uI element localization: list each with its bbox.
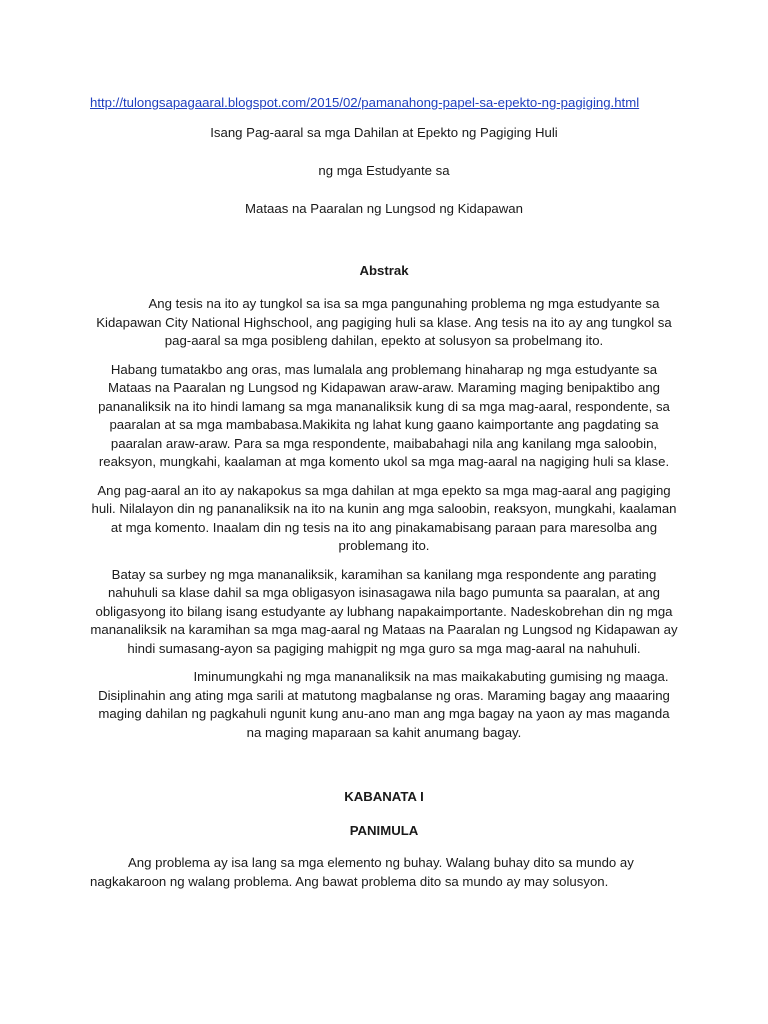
source-link-line — [90, 94, 678, 112]
title-line-1: Isang Pag-aaral sa mga Dahilan at Epekto ng Pagiging Huli — [210, 125, 558, 140]
abstract-paragraph-5: Iminumungkahi ng mga mananaliksik na mas maikakabuting gumising ng maaga. Disiplinahin ang ating mga sarili at matutong magbalanse ng oras. Maraming bagay ang maaaring maging dahilan ng pagkahuli ngunit kung anu-ano man ang mga bagay na yaon ay mas maganda na maging maparaan sa kahit anumang bagay. — [98, 669, 670, 740]
abstract-paragraph-4: Batay sa surbey ng mga mananaliksik, karamihan sa kanilang mga respondente ang parating nahuhuli sa klase dahil sa mga obligasyon isinasagawa nila bago pumunta sa paaralan, at ang obligasyong ito bilang isang estudyante ay lubhang napakaimportante. Nadeskobrehan din ng mga mananaliksik na karamihan sa mga mag-aaral ng Mataas na Paaralan ng Lungsod ng Kidapawan ay hindi sumasang-ayon sa pagiging mahigpit ng mga guro sa mga mag-aaral na nahuhuli. — [90, 566, 678, 656]
abstract-paragraph-1: Ang tesis na ito ay tungkol sa isa sa mga pangunahing problema ng mga estudyante sa Kidapawan City National Highschool, ang pagiging huli sa klase. Ang tesis na ito ay ang tungkol sa pag-aaral sa mga posibleng dahilan, epekto at solusyon sa probelmang ito. — [96, 296, 672, 348]
section-heading: PANIMULA — [349, 823, 419, 838]
source-url-link[interactable]: http://tulongsapagaaral.blogspot.com/2015/02/pamanahong-papel-sa-epekto-ng-pagiging.html — [90, 95, 640, 110]
intro-paragraph-text: Ang problema ay isa lang sa mga elemento ng buhay. Walang buhay dito sa mundo ay nagkakaroon ng walang problema. Ang bawat problema dito sa mundo ay may solusyon. — [90, 855, 634, 889]
abstract-paragraph-2: Habang tumatakbo ang oras, mas lumalala ang problemang hinaharap ng mga estudyante sa Mataas na Paaralan ng Lungsod ng Kidapawan araw-araw. Maraming maging benipaktibo ang pananaliksik na ito hindi lamang sa mga mananaliksik kung di sa mga mag-aaral, respondente, sa paaralan at sa mga mambabasa.Makikita ng lahat kung gaano kaimportante ang pagdating sa paaralan araw-araw. Para sa mga respondente, maibabahagi nila ang kanilang mga saloobin, reaksyon, mungkahi, kaalaman at mga komento ukol sa mga mag-aaral na nagiging huli sa klase. — [98, 361, 670, 469]
intro-paragraph — [90, 854, 678, 891]
abstract-heading: Abstrak — [359, 263, 409, 278]
abstract-paragraph-3: Ang pag-aaral an ito ay nakapokus sa mga dahilan at mga epekto sa mga mag-aaral ang pagiging huli. Nilalayon din ng pananaliksik na ito na kunin ang mga saloobin, reaksyon, mungkahi, kaalaman at mga komento. Inaalam din ng tesis na ito ang pinakamabisang paraan para maresolba ang problemang ito. — [91, 482, 677, 553]
title-line-3: Mataas na Paaralan ng Lungsod ng Kidapawan — [245, 201, 523, 216]
title-line-2: ng mga Estudyante sa — [318, 163, 450, 178]
chapter-heading: KABANATA I — [344, 789, 424, 804]
